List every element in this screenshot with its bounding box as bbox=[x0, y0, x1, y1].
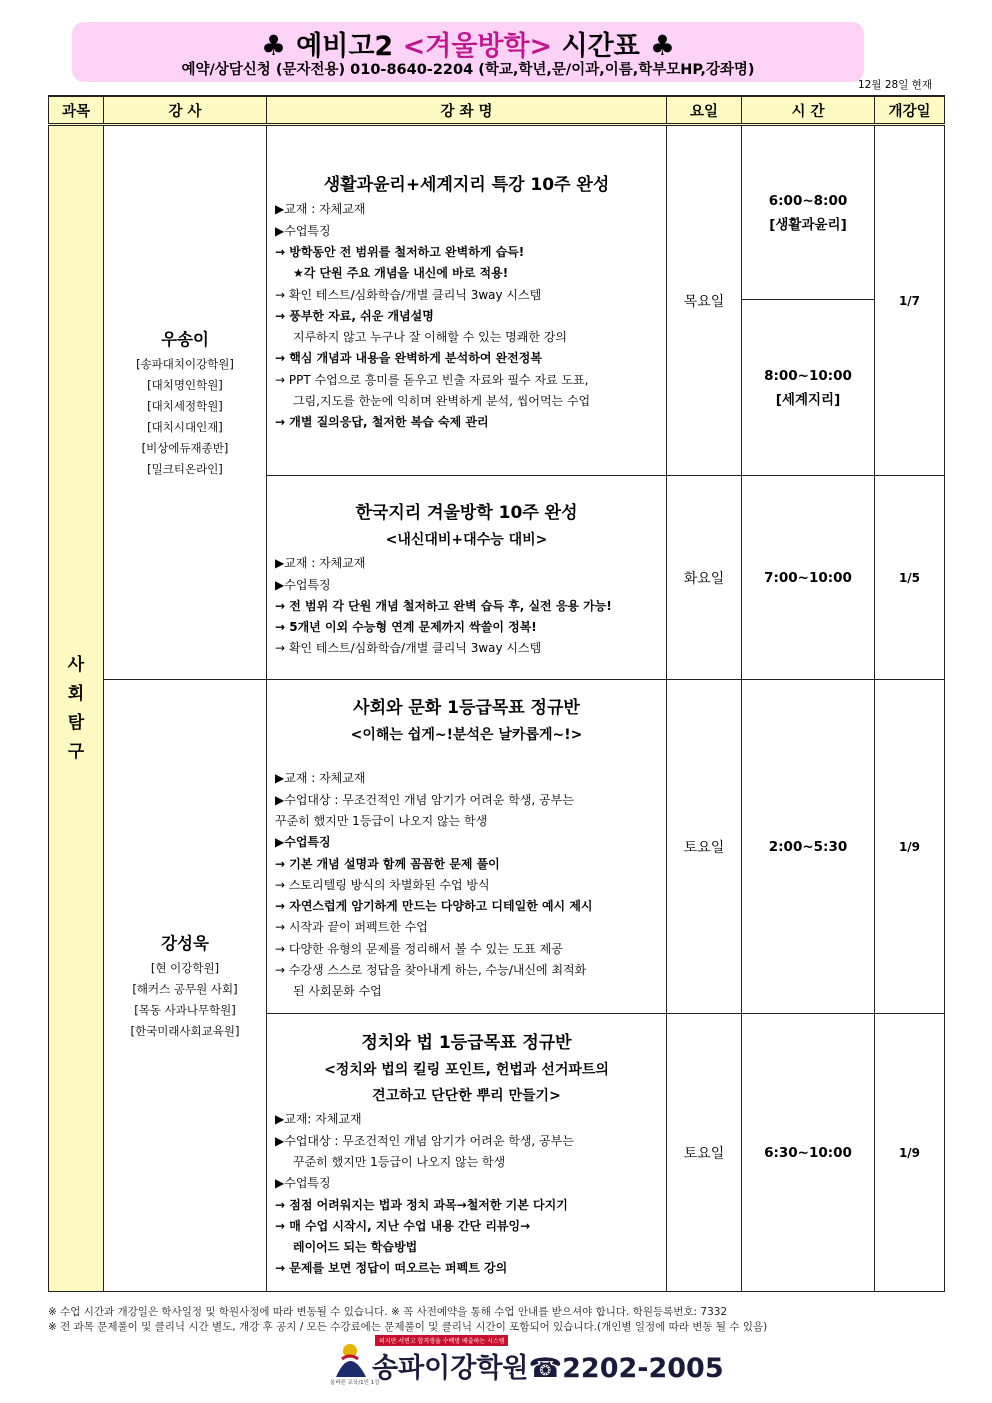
col-day: 요일 bbox=[667, 96, 742, 125]
course-cell: 생활과윤리+세계지리 특강 10주 완성 ▶교재 : 자체교재 ▶수업특징 → 방학동안 전 범위를 철저하고 완벽하게 습득! ★각 단원 주요 개념을 내신에 바로 적용! → 확인 테스트/심화학습/개별 클리닉 3way 시스템 → 풍부한 자료, 쉬운 개념설명 지루하지 않고 누구나 잘 이해할 수 있는 명쾌한 강의 → 핵심 개념과 내용을 완벽하게 분석하여 완전정복 → PPT 수업으로 흥미를 돋우고 빈출 자료와 필수 자료 도표, 그림,지도를 한눈에 익히며 완벽하게 분석, 씹어먹는 수업 → 개별 질의응답, 철저한 복습 숙제 관리 bbox=[267, 125, 667, 476]
instructor-name: 강성욱 bbox=[161, 933, 209, 953]
instructor-name: 우송이 bbox=[161, 329, 209, 349]
course-subtitle: <이해는 쉽게~!분석은 날카롭게~!> bbox=[350, 727, 583, 744]
academy-slogan: 올바른 교육/1인 1강 bbox=[330, 1380, 380, 1386]
course-title: 생활과윤리+세계지리 특강 10주 완성 bbox=[323, 175, 610, 196]
instructor-cell: 강성욱 [현 이강학원] [해커스 공무원 사회] [목동 사과나무학원] [한국미래사회교육원] bbox=[104, 680, 267, 1292]
col-course: 강 좌 명 bbox=[267, 96, 667, 125]
course-time: 6:30~10:00 bbox=[742, 1014, 875, 1292]
course-time: 2:00~5:30 bbox=[742, 680, 875, 1014]
instructor-cell: 우송이 [송파대치이강학원] [대치명인학원] [대치세정학원] [대치시대인재] [비상에듀재종반] [밀크티온라인] bbox=[104, 125, 267, 680]
academy-name: 송파이강학원☎2202-2005 bbox=[372, 1353, 724, 1384]
course-day: 토요일 bbox=[667, 1014, 742, 1292]
course-start: 1/5 bbox=[875, 476, 945, 680]
timetable bbox=[48, 95, 945, 1292]
academy-phone: ☎2202-2005 bbox=[528, 1353, 724, 1384]
academy-tagline: 의지만 서면고 합격생을 수백명 배출하는 시스템 bbox=[375, 1335, 508, 1346]
col-subject: 과목 bbox=[49, 96, 104, 125]
as-of-date: 12월 28일 현재 bbox=[858, 79, 932, 91]
course-subtitle: <내신대비+대수능 대비> bbox=[385, 532, 548, 549]
course-cell: 한국지리 겨울방학 10주 완성 <내신대비+대수능 대비> ▶교재 : 자체교재 ▶수업특징 → 전 범위 각 단원 개념 철저하고 완벽 습득 후, 실전 응용 가능! → 5개년 이외 수능형 연계 문제까지 싹쓸이 정복! → 확인 테스트/심화학습/개별 클리닉 3way 시스템 bbox=[267, 476, 667, 680]
academy-logo bbox=[330, 1335, 724, 1386]
footnotes: ※ 수업 시간과 개강일은 학사일정 및 학원사정에 따라 변동될 수 있습니다. ※ 꼭 사전예약을 통해 수업 안내를 받으셔야 합니다. 학원등록번호: 7332 ※ 전 과목 문제풀이 및 클리닉 시간 별도, 개강 후 공지 / 모든 수강료에는 문제풀이 및 클리닉 시간이 포함되어 있습니다.(개인별 일정에 따라 변동 될 수 있음) bbox=[48, 1306, 768, 1333]
course-subtitle: <정치와 법의 킬링 포인트, 헌법과 선거파트의 bbox=[324, 1062, 609, 1079]
course-cell: 정치와 법 1등급목표 정규반 <정치와 법의 킬링 포인트, 헌법과 선거파트의 견고하고 단단한 뿌리 만들기> ▶교재: 자체교재 ▶수업대상 : 무조건적인 개념 암기가 어려운 학생, 공부는 꾸준히 했지만 1등급이 나오지 않는 학생 ▶수업특징 → 점점 어려워지는 법과 정치 과목→철저한 기본 다지기 → 매 수업 시작시, 지난 수업 내용 간단 리뷰잉→ 레이어드 되는 학습방법 → 문제를 보면 정답이 떠오르는 퍼펙트 강의 bbox=[267, 1014, 667, 1292]
club-icon: ♣ bbox=[261, 29, 287, 62]
course-start: 1/7 bbox=[875, 125, 945, 476]
course-time: 6:00~8:00 [생활과윤리] bbox=[742, 125, 875, 300]
course-day: 목요일 bbox=[667, 125, 742, 476]
col-time: 시 간 bbox=[742, 96, 875, 125]
page-title: ♣ 예비고2 <겨울방학> 시간표 ♣ bbox=[261, 29, 675, 62]
academy-emblem-icon bbox=[330, 1337, 372, 1381]
course-subtitle: 견고하고 단단한 뿌리 만들기> bbox=[372, 1088, 561, 1105]
col-start: 개강일 bbox=[875, 96, 945, 125]
subject-label: 사 회 탐 구 bbox=[49, 125, 104, 1292]
course-time: 8:00~10:00 [세계지리] bbox=[742, 300, 875, 476]
course-title: 사회와 문화 1등급목표 정규반 bbox=[353, 698, 580, 719]
course-day: 토요일 bbox=[667, 680, 742, 1014]
club-icon: ♣ bbox=[649, 29, 675, 62]
course-title: 한국지리 겨울방학 10주 완성 bbox=[355, 503, 578, 524]
course-title: 정치와 법 1등급목표 정규반 bbox=[361, 1033, 572, 1054]
contact-info: 예약/상담신청 (문자전용) 010-8640-2204 (학교,학년,문/이과,이름,학부모HP,강좌명) bbox=[181, 62, 755, 78]
course-cell: 사회와 문화 1등급목표 정규반 <이해는 쉽게~!분석은 날카롭게~!> ▶교재 : 자체교재 ▶수업대상 : 무조건적인 개념 암기가 어려운 학생, 공부는 꾸준히 했지만 1등급이 나오지 않는 학생 ▶수업특징 → 기본 개념 설명과 함께 꼼꼼한 문제 풀이 → 스토리텔링 방식의 차별화된 수업 방식 → 자연스럽게 암기하게 만드는 다양하고 디테일한 예시 제시 → 시작과 끝이 퍼펙트한 수업 → 다양한 유형의 문제를 정리해서 볼 수 있는 도표 제공 → 수강생 스스로 정답을 찾아내게 하는, 수능/내신에 최적화 된 사회문화 수업 bbox=[267, 680, 667, 1014]
course-day: 화요일 bbox=[667, 476, 742, 680]
title-banner bbox=[72, 22, 864, 82]
course-time: 7:00~10:00 bbox=[742, 476, 875, 680]
col-instructor: 강 사 bbox=[104, 96, 267, 125]
course-start: 1/9 bbox=[875, 680, 945, 1014]
course-start: 1/9 bbox=[875, 1014, 945, 1292]
